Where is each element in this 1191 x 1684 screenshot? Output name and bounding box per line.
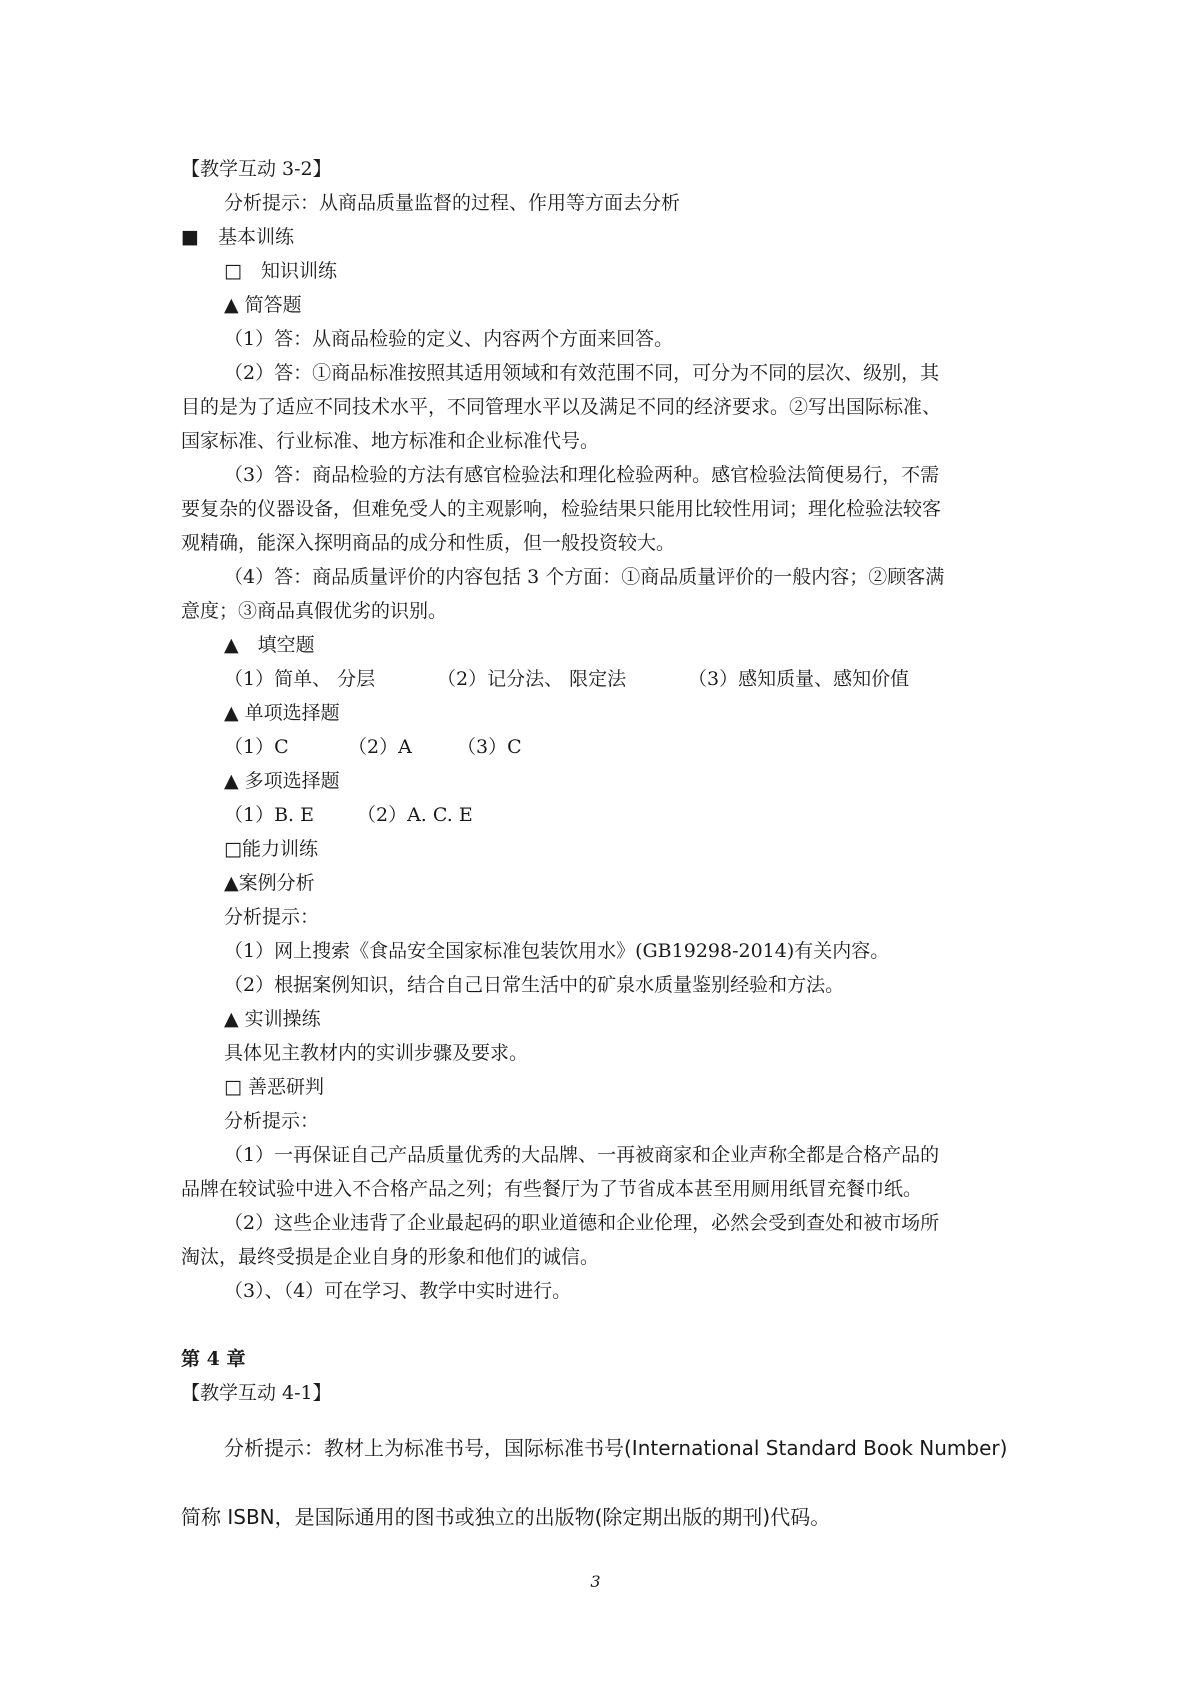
analysis-hint-4-1-line2: 简称 ISBN，是国际通用的图书或独立的出版物(除定期出版的期刊)代码。 <box>181 1505 831 1529</box>
short-answer-4-line2: 意度；③商品真假优劣的识别。 <box>181 600 448 622</box>
ethics-point-1-line2: 品牌在较试验中进入不合格产品之列；有些餐厅为了节省成本甚至用厕用纸冒充餐巾纸。 <box>181 1178 923 1200</box>
single-choice-answer-1: （1）C <box>224 736 289 758</box>
multi-choice-answer-2: （2）A. C. E <box>357 804 473 826</box>
fill-blank-answer-2: （2）记分法、 限定法 <box>437 668 627 690</box>
fill-blank-heading: ▲ 填空题 <box>224 634 315 656</box>
case-analysis-hint: 分析提示： <box>224 906 320 928</box>
ethics-heading: □ 善恶研判 <box>224 1076 324 1098</box>
short-answer-2-line3: 国家标准、行业标准、地方标准和企业标准代号。 <box>181 430 600 452</box>
short-answer-heading: ▲ 简答题 <box>224 294 302 316</box>
ethics-hint: 分析提示： <box>224 1110 320 1132</box>
chapter-4-title: 第 4 章 <box>181 1348 246 1370</box>
single-choice-answer-3: （3）C <box>457 736 522 758</box>
case-analysis-point-2: （2）根据案例知识，结合自己日常生活中的矿泉水质量鉴别经验和方法。 <box>224 974 845 996</box>
short-answer-3-line2: 要复杂的仪器设备，但难免受人的主观影响，检验结果只能用比较性用词；理化检验法较客 <box>181 498 942 520</box>
ethics-point-3: （3）、（4）可在学习、教学中实时进行。 <box>224 1280 572 1302</box>
fill-blank-answer-1: （1）简单、 分层 <box>224 668 376 690</box>
case-analysis-point-1: （1）网上搜索《食品安全国家标准包装饮用水》(GB19298-2014)有关内容。 <box>224 940 890 962</box>
ability-training-heading: □能力训练 <box>224 838 318 860</box>
practice-text: 具体见主教材内的实训步骤及要求。 <box>224 1042 529 1064</box>
single-choice-answer-2: （2）A <box>348 736 412 758</box>
analysis-hint-3-2: 分析提示：从商品质量监督的过程、作用等方面去分析 <box>224 192 681 214</box>
fill-blank-answer-3: （3）感知质量、感知价值 <box>688 668 910 690</box>
single-choice-heading: ▲ 单项选择题 <box>224 702 340 724</box>
short-answer-2-line1: （2）答：①商品标准按照其适用领域和有效范围不同，可分为不同的层次、级别，其 <box>224 362 940 384</box>
knowledge-training-heading: □ 知识训练 <box>224 260 337 282</box>
analysis-hint-4-1-line1: 分析提示：教材上为标准书号，国际标准书号(International Standard Book Number) <box>224 1436 1008 1460</box>
ethics-point-1-line1: （1）一再保证自己产品质量优秀的大品牌、一再被商家和企业声称全都是合格产品的 <box>224 1144 940 1166</box>
page-number: 3 <box>590 1572 601 1591</box>
basic-training-heading: ■ 基本训练 <box>181 226 294 248</box>
case-analysis-heading: ▲案例分析 <box>224 872 315 894</box>
multi-choice-heading: ▲ 多项选择题 <box>224 770 340 792</box>
short-answer-3-line3: 观精确，能深入探明商品的成分和性质，但一般投资较大。 <box>181 532 676 554</box>
practice-heading: ▲ 实训操练 <box>224 1008 321 1030</box>
ethics-point-2-line1: （2）这些企业违背了企业最起码的职业道德和企业伦理，必然会受到查处和被市场所 <box>224 1212 940 1234</box>
short-answer-2-line2: 目的是为了适应不同技术水平，不同管理水平以及满足不同的经济要求。②写出国际标准、 <box>181 396 942 418</box>
section-heading-4-1: 【教学互动 4-1】 <box>181 1382 332 1404</box>
multi-choice-answer-1: （1）B. E <box>224 804 314 826</box>
short-answer-3-line1: （3）答：商品检验的方法有感官检验法和理化检验两种。感官检验法简便易行，不需 <box>224 464 940 486</box>
short-answer-4-line1: （4）答：商品质量评价的内容包括 3 个方面：①商品质量评价的一般内容；②顾客满 <box>224 566 945 588</box>
short-answer-1: （1）答：从商品检验的定义、内容两个方面来回答。 <box>224 328 674 350</box>
ethics-point-2-line2: 淘汰，最终受损是企业自身的形象和他们的诚信。 <box>181 1246 600 1268</box>
section-heading-3-2: 【教学互动 3-2】 <box>181 158 332 180</box>
